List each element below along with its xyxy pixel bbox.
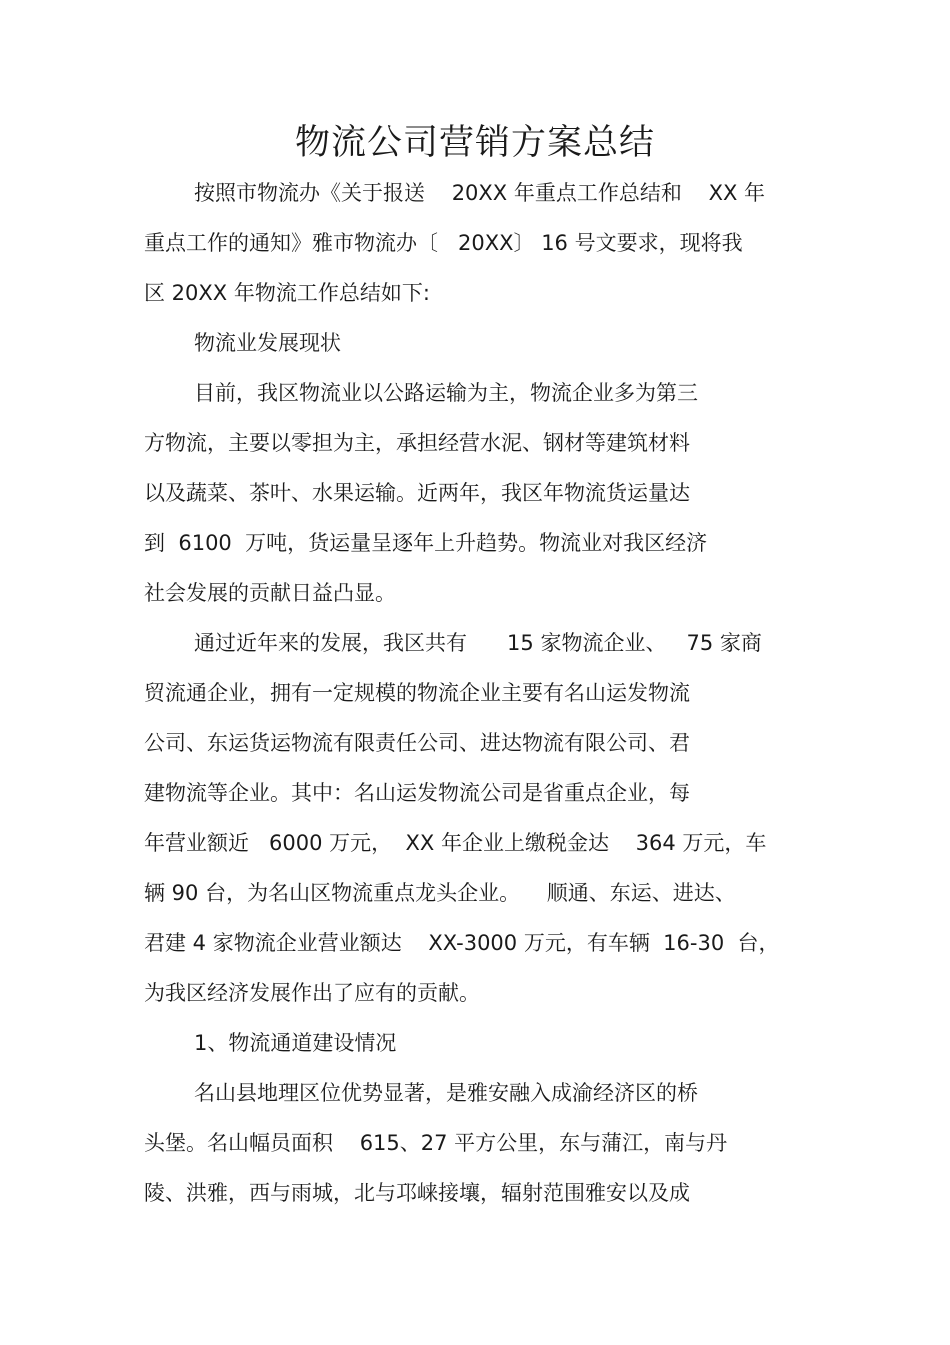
- paragraph-line: 公司、东运货运物流有限责任公司、进达物流有限公司、君: [144, 731, 690, 755]
- paragraph-line: 通过近年来的发展，我区共有 15 家物流企业、 75 家商: [194, 631, 762, 655]
- paragraph-line: 重点工作的通知》雅市物流办〔 20XX〕 16 号文要求，现将我: [144, 231, 743, 255]
- paragraph-line: 建物流等企业。其中：名山运发物流公司是省重点企业，每: [144, 781, 690, 805]
- paragraph-line: 按照市物流办《关于报送 20XX 年重点工作总结和 XX 年: [194, 181, 766, 205]
- paragraph-line: 辆 90 台，为名山区物流重点龙头企业。 顺通、东运、进达、: [144, 881, 736, 905]
- section-heading: 物流业发展现状: [194, 331, 341, 355]
- paragraph-line: 社会发展的贡献日益凸显。: [144, 581, 396, 605]
- document-title: 物流公司营销方案总结: [294, 123, 655, 163]
- paragraph-line: 目前，我区物流业以公路运输为主，物流企业多为第三: [194, 381, 698, 405]
- paragraph-line: 名山县地理区位优势显著，是雅安融入成渝经济区的桥: [194, 1081, 698, 1105]
- paragraph-line: 陵、洪雅，西与雨城，北与邛崃接壤，辐射范围雅安以及成: [144, 1181, 690, 1205]
- paragraph-line: 区 20XX 年物流工作总结如下:: [144, 281, 430, 305]
- paragraph-line: 以及蔬菜、茶叶、水果运输。近两年，我区年物流货运量达: [144, 481, 690, 505]
- section-heading: 1、物流通道建设情况: [194, 1031, 397, 1055]
- paragraph-line: 君建 4 家物流企业营业额达 XX-3000 万元，有车辆 16-30 台，: [144, 931, 780, 955]
- paragraph-line: 贸流通企业，拥有一定规模的物流企业主要有名山运发物流: [144, 681, 690, 705]
- paragraph-line: 头堡。名山幅员面积 615、27 平方公里，东与蒲江，南与丹: [144, 1131, 728, 1155]
- paragraph-line: 为我区经济发展作出了应有的贡献。: [144, 981, 480, 1005]
- paragraph-line: 方物流，主要以零担为主，承担经营水泥、钢材等建筑材料: [144, 431, 690, 455]
- paragraph-line: 到 6100 万吨，货运量呈逐年上升趋势。物流业对我区经济: [144, 531, 708, 555]
- paragraph-line: 年营业额近 6000 万元， XX 年企业上缴税金达 364 万元，车: [144, 831, 767, 855]
